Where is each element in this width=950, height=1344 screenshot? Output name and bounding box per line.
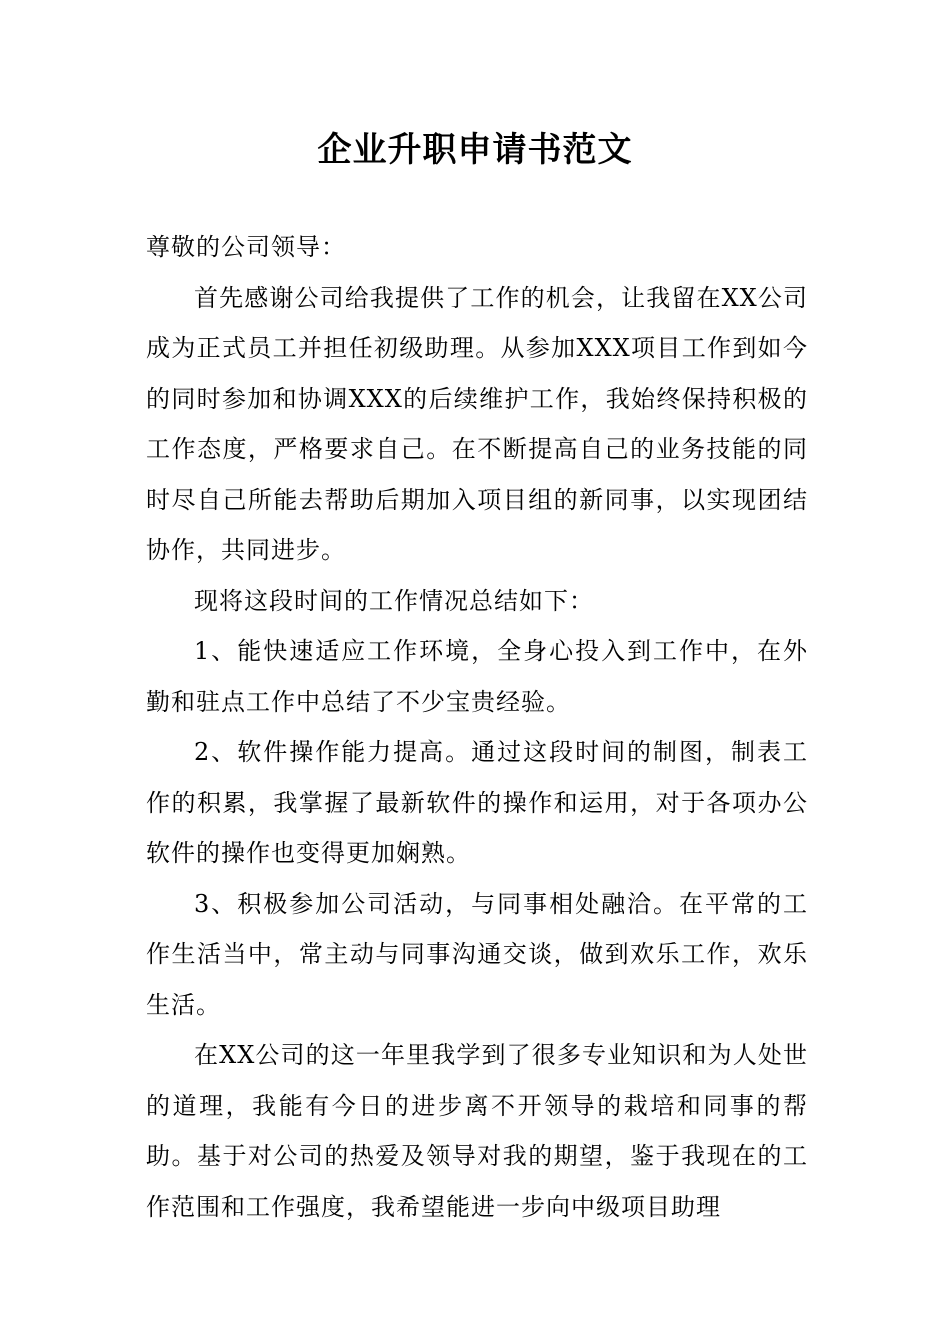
salutation-paragraph: 尊敬的公司领导： bbox=[146, 233, 346, 261]
body-paragraph: 首先感谢公司给我提供了工作的机会，让我留在XX公司成为正式员工并担任初级助理。从参加XXX项目工作到如今的同时参加和协调XXX的后续维护工作，我始终保持积极的工作态度，严格要求自己。在不断提高自己的业务技能的同时尽自己所能去帮助后期加入项目组的新同事，以实现团结协作，共同进步。 bbox=[146, 283, 808, 564]
list-item-paragraph: 1、能快速适应工作环境，全身心投入到工作中，在外勤和驻点工作中总结了不少宝贵经验。 bbox=[146, 637, 808, 716]
document-title: 企业升职申请书范文 bbox=[317, 130, 633, 170]
document-body bbox=[146, 222, 808, 1232]
list-item-paragraph: 3、积极参加公司活动，与同事相处融洽。在平常的工作生活当中，常主动与同事沟通交谈，做到欢乐工作，欢乐生活。 bbox=[146, 889, 808, 1019]
body-paragraph: 现将这段时间的工作情况总结如下： bbox=[194, 586, 594, 615]
list-item-paragraph: 2、软件操作能力提高。通过这段时间的制图，制表工作的积累，我掌握了最新软件的操作和运用，对于各项办公软件的操作也变得更加娴熟。 bbox=[146, 738, 808, 867]
body-paragraph: 在XX公司的这一年里我学到了很多专业知识和为人处世的道理，我能有今日的进步离不开领导的栽培和同事的帮助。基于对公司的热爱及领导对我的期望，鉴于我现在的工作范围和工作强度，我希望能进一步向中级项目助理 bbox=[146, 1041, 808, 1221]
